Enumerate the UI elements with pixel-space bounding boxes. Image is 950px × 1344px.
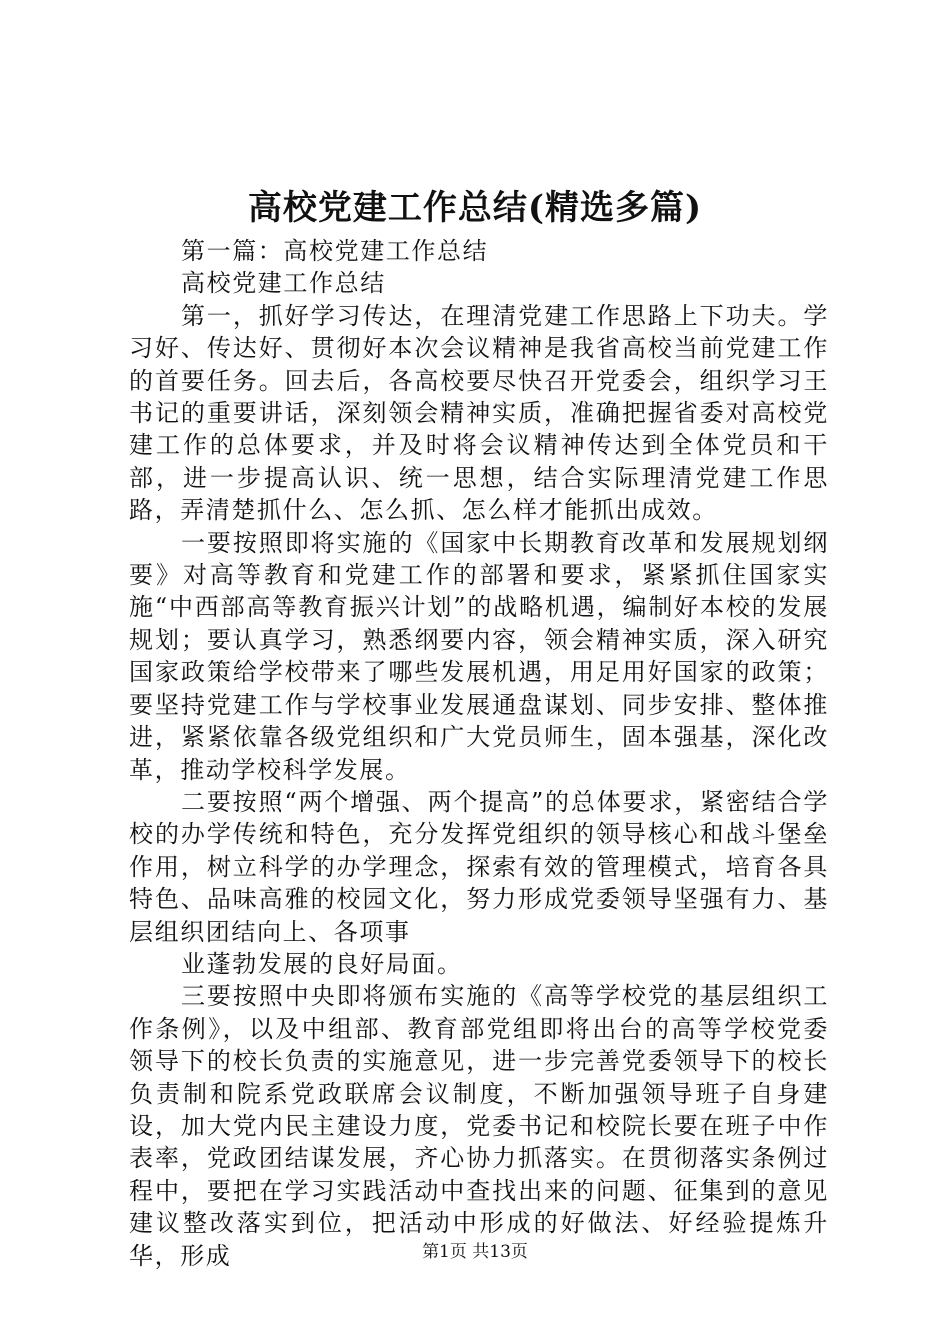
paragraph: 三要按照中央即将颁布实施的《高等学校党的基层组织工作条例》，以及中组部、教育部党组即将出台的高等学校党委领导下的校长负责的实施意见，进一步完善党委领导下的校长负责制和院系党政联席会议制度，不断加强领导班子自身建设，加大党内民主建设力度，党委书记和校院长要在班子中作表率，党政团结谋发展，齐心协力抓落实。在贯彻落实条例过程中，要把在学习实践活动中查找出来的问题、征集到的意见建议整改落实到位，把活动中形成的好做法、好经验提炼升华，形成 (129, 982, 829, 1270)
paragraph: 一要按照即将实施的《国家中长期教育改革和发展规划纲要》对高等教育和党建工作的部署和要求，紧紧抓住国家实施“中西部高等教育振兴计划”的战略机遇，编制好本校的发展规划；要认真学习，熟悉纲要内容，领会精神实质，深入研究国家政策给学校带来了哪些发展机遇，用足用好国家的政策；要坚持党建工作与学校事业发展通盘谋划、同步安排、整体推进，紧紧依靠各级党组织和广大党员师生，固本强基，深化改革，推动学校科学发展。 (129, 528, 829, 784)
paragraph: 二要按照“两个增强、两个提高”的总体要求，紧密结合学校的办学传统和特色，充分发挥党组织的领导核心和战斗堡垒作用，树立科学的办学理念，探索有效的管理模式，培育各具特色、品味高雅的校园文化，努力形成党委领导坚强有力、基层组织团结向上、各项事 (129, 787, 829, 946)
document-body (129, 235, 829, 1272)
paragraph: 业蓬勃发展的良好局面。 (181, 949, 463, 978)
section-heading: 第一篇：高校党建工作总结 (181, 237, 489, 265)
section-subheading: 高校党建工作总结 (181, 269, 386, 298)
paragraph: 第一，抓好学习传达，在理清党建工作思路上下功夫。学习好、传达好、贯彻好本次会议精神是我省高校当前党建工作的首要任务。回去后，各高校要尽快召开党委会，组织学习王书记的重要讲话，深刻领会精神实质，准确把握省委对高校党建工作的总体要求，并及时将会议精神传达到全体党员和干部，进一步提高认识、统一思想，结合实际理清党建工作思路，弄清楚抓什么、怎么抓、怎么样才能抓出成效。 (129, 301, 829, 525)
document-title: 高校党建工作总结(精选多篇) (247, 188, 703, 228)
page-number-footer: 第1页 共13页 (422, 1242, 528, 1262)
